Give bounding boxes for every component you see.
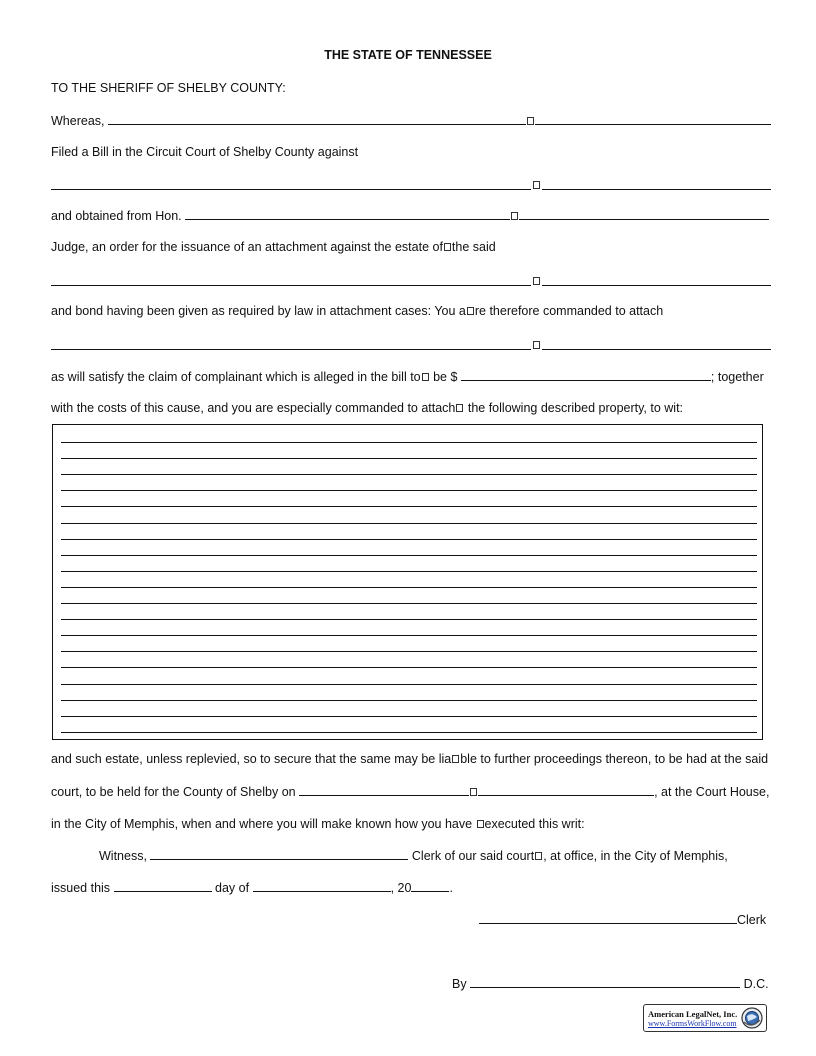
property-ruled-line[interactable]	[61, 474, 757, 475]
court-line	[51, 784, 769, 799]
year-prefix: , 20	[390, 881, 412, 895]
whereas-name-field-2[interactable]	[535, 113, 771, 125]
claim-text-2: be $	[429, 370, 458, 384]
property-ruled-line[interactable]	[61, 603, 757, 604]
claim-amount-field[interactable]	[461, 369, 711, 381]
defendant-field-row[interactable]	[51, 175, 771, 190]
clerk-label: Clerk	[737, 913, 767, 927]
clerk-of-court-text-1: Clerk of our said court	[411, 849, 535, 863]
estate-line	[51, 752, 768, 767]
court-text-1: court, to be held for the County of Shelby on	[51, 785, 296, 799]
witness-name-field[interactable]	[150, 848, 408, 860]
property-ruled-line[interactable]	[61, 458, 757, 459]
property-ruled-line[interactable]	[61, 587, 757, 588]
claim-line	[51, 369, 764, 384]
memphis-line	[51, 817, 585, 832]
bond-text-1: and bond having been given as required by law in attachment cases: You a	[51, 304, 466, 318]
property-ruled-line[interactable]	[61, 732, 757, 733]
checkbox-glyph-icon	[470, 788, 477, 796]
property-ruled-line[interactable]	[61, 619, 757, 620]
globe-icon	[741, 1007, 763, 1029]
checkbox-glyph-icon	[533, 181, 540, 189]
estate-text-1: and such estate, unless replevied, so to secure that the same may be lia	[51, 752, 452, 766]
issued-day-field[interactable]	[114, 880, 212, 892]
property-ruled-line[interactable]	[61, 539, 757, 540]
whereas-name-field[interactable]	[108, 113, 526, 125]
checkbox-glyph-icon	[535, 852, 542, 860]
checkbox-glyph-icon	[422, 373, 429, 381]
day-of-label: day of	[215, 881, 250, 895]
claim-text-1: as will satisfy the claim of complainant which is alleged in the bill to	[51, 370, 421, 384]
property-ruled-line[interactable]	[61, 506, 757, 507]
property-ruled-line[interactable]	[61, 490, 757, 491]
clerk-of-court-text-2: , at office, in the City of Memphis,	[543, 849, 728, 863]
estate-text-2: ble to further proceedings thereon, to be had at the said	[460, 752, 769, 766]
costs-text-2: the following described property, to wit:	[464, 401, 684, 415]
checkbox-glyph-icon	[452, 755, 459, 763]
bond-text-2: re therefore commanded to attach	[474, 304, 664, 318]
checkbox-glyph-icon	[477, 820, 484, 828]
obtained-from-line	[51, 208, 769, 223]
witness-label: Witness,	[99, 849, 147, 863]
judge-order-text: Judge, an order for the issuance of an attachment against the estate of	[51, 240, 443, 254]
property-ruled-line[interactable]	[61, 442, 757, 443]
by-label: By	[452, 977, 467, 991]
checkbox-glyph-icon	[511, 212, 518, 220]
property-ruled-line[interactable]	[61, 684, 757, 685]
checkbox-glyph-icon	[444, 243, 451, 251]
costs-text-1: with the costs of this cause, and you are especially commanded to attach	[51, 401, 456, 415]
the-said-text: the said	[451, 240, 496, 254]
costs-line	[51, 401, 683, 416]
property-ruled-line[interactable]	[61, 651, 757, 652]
dc-label: D.C.	[743, 977, 769, 991]
judge-name-field-2[interactable]	[519, 208, 769, 220]
property-ruled-line[interactable]	[61, 571, 757, 572]
attach-field-row[interactable]	[51, 335, 771, 350]
estate-owner-field-row[interactable]	[51, 271, 771, 286]
bond-line	[51, 304, 663, 319]
whereas-line	[51, 113, 771, 128]
issued-month-field[interactable]	[253, 880, 391, 892]
claim-text-3: ; together	[710, 370, 764, 384]
property-ruled-line[interactable]	[61, 700, 757, 701]
issued-year-field[interactable]	[411, 880, 449, 892]
issued-this-label: issued this	[51, 881, 111, 895]
american-legalnet-logo[interactable]	[643, 1004, 767, 1032]
salutation: TO THE SHERIFF OF SHELBY COUNTY:	[51, 81, 286, 95]
judge-order-line	[51, 240, 496, 255]
property-ruled-line[interactable]	[61, 635, 757, 636]
checkbox-glyph-icon	[456, 404, 463, 412]
judge-name-field[interactable]	[185, 208, 510, 220]
period: .	[449, 881, 453, 895]
witness-line	[99, 848, 728, 863]
memphis-text-2: executed this writ:	[484, 817, 585, 831]
checkbox-glyph-icon	[533, 277, 540, 285]
deputy-clerk-signature-field[interactable]	[470, 976, 740, 988]
issued-line	[51, 880, 453, 895]
court-text-2: , at the Court House,	[654, 785, 770, 799]
property-ruled-line[interactable]	[61, 667, 757, 668]
checkbox-glyph-icon	[533, 341, 540, 349]
deputy-clerk-line	[452, 976, 769, 991]
court-date-field-2[interactable]	[478, 784, 654, 796]
logo-company-name: American LegalNet, Inc.	[648, 1009, 738, 1019]
property-ruled-line[interactable]	[61, 555, 757, 556]
property-ruled-line[interactable]	[61, 523, 757, 524]
clerk-signature-field[interactable]	[479, 912, 737, 924]
checkbox-glyph-icon	[527, 117, 534, 125]
court-date-field[interactable]	[299, 784, 469, 796]
obtained-from-label: and obtained from Hon.	[51, 209, 182, 223]
clerk-signature-line	[479, 912, 766, 927]
property-ruled-line[interactable]	[61, 716, 757, 717]
filed-bill-text: Filed a Bill in the Circuit Court of Shelby County against	[51, 145, 359, 159]
property-description-area[interactable]	[52, 424, 763, 740]
logo-url-link[interactable]: www.FormsWorkFlow.com	[648, 1019, 737, 1028]
checkbox-glyph-icon	[467, 307, 474, 315]
memphis-text-1: in the City of Memphis, when and where you will make known how you have	[51, 817, 473, 831]
whereas-label: Whereas,	[51, 114, 105, 128]
document-title: THE STATE OF TENNESSEE	[324, 48, 492, 62]
